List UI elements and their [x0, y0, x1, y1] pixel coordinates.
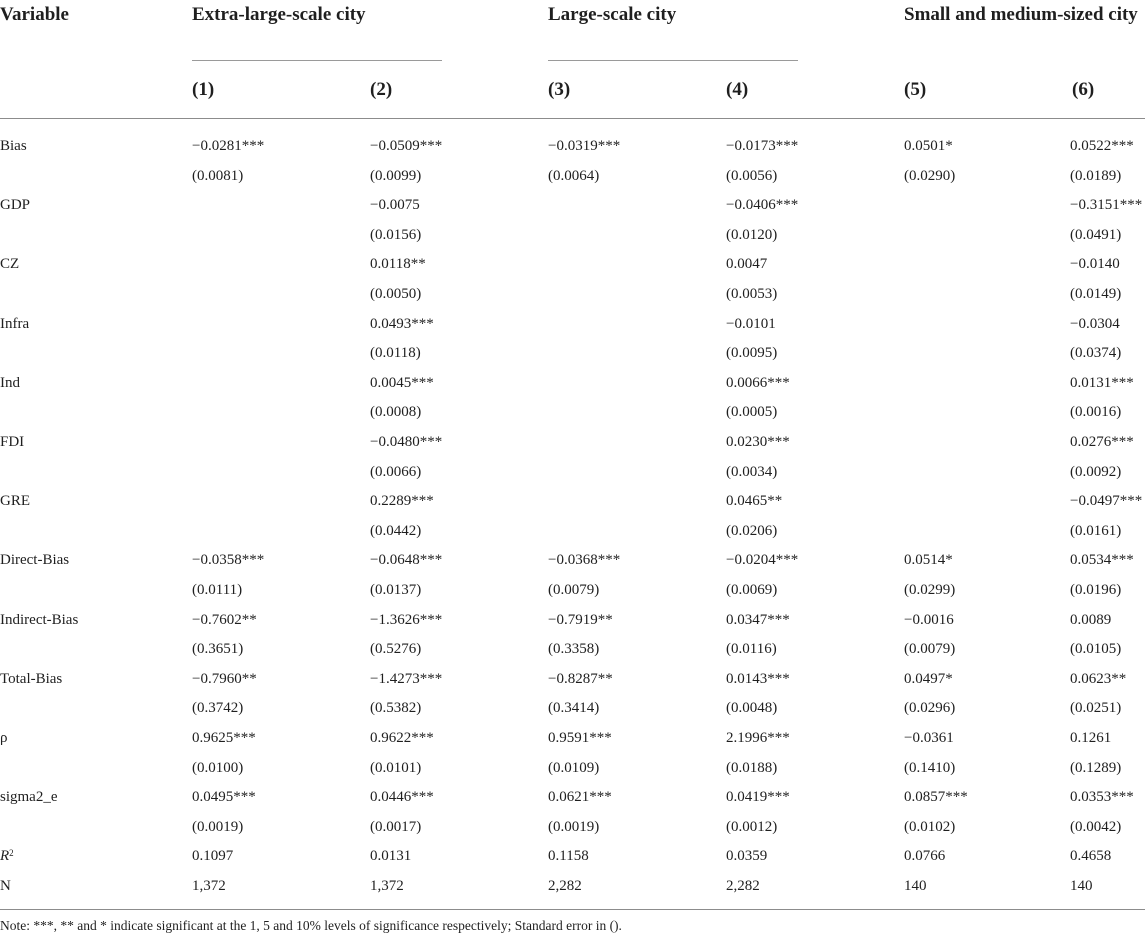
table-cell: 1,372 — [370, 878, 404, 894]
table-cell: (0.3358) — [548, 641, 600, 657]
table-cell: (0.0251) — [1070, 700, 1122, 716]
variable-header: Variable — [0, 4, 69, 25]
table-note: Note: ***, ** and * indicate significant at the 1, 5 and 10% levels of significance respectively; Standard error in (). — [0, 918, 622, 933]
table-cell: 0.0118** — [370, 256, 426, 272]
group-underline — [548, 60, 798, 61]
table-cell: (0.0116) — [726, 641, 777, 657]
table-cell: (0.0137) — [370, 582, 422, 598]
group-underline — [192, 60, 442, 61]
group-header-small-medium: Small and medium-sized city — [904, 4, 1138, 25]
table-cell: (0.0161) — [1070, 523, 1122, 539]
table-cell: −0.0406*** — [726, 197, 799, 213]
table-cell: 0.0495*** — [192, 789, 256, 805]
column-header: (4) — [726, 79, 749, 100]
table-cell: (0.0149) — [1070, 286, 1122, 302]
table-cell: (0.5276) — [370, 641, 422, 657]
row-label: sigma2_e — [0, 789, 58, 805]
table-cell: −0.0304 — [1070, 316, 1120, 332]
table-cell: 0.0514* — [904, 552, 953, 568]
table-cell: (0.0053) — [726, 286, 778, 302]
table-cell: (0.0081) — [192, 168, 244, 184]
table-cell: (0.1289) — [1070, 760, 1122, 776]
table-cell: 0.0465** — [726, 493, 783, 509]
table-cell: 0.1261 — [1070, 730, 1112, 746]
table-cell: (0.0188) — [726, 760, 778, 776]
table-cell: (0.0102) — [904, 819, 956, 835]
table-cell: (0.0095) — [726, 345, 778, 361]
table-cell: 0.0419*** — [726, 789, 790, 805]
table-cell: 0.0131 — [370, 848, 412, 864]
table-cell: (0.0079) — [904, 641, 956, 657]
table-cell: 0.1097 — [192, 848, 234, 864]
table-cell: 0.4658 — [1070, 848, 1112, 864]
table-cell: (0.0019) — [548, 819, 600, 835]
table-cell: −0.7960** — [192, 671, 257, 687]
table-cell: 0.2289*** — [370, 493, 434, 509]
table-cell: (0.0118) — [370, 345, 421, 361]
table-cell: (0.0120) — [726, 227, 778, 243]
table-cell: (0.0048) — [726, 700, 778, 716]
table-cell: 0.0047 — [726, 256, 768, 272]
table-cell: −0.0648*** — [370, 552, 443, 568]
table-cell: 0.0766 — [904, 848, 946, 864]
table-cell: 0.0857*** — [904, 789, 968, 805]
table-cell: −0.0173*** — [726, 138, 799, 154]
column-header: (1) — [192, 79, 215, 100]
table-cell: (0.0008) — [370, 404, 422, 420]
table-cell: (0.3414) — [548, 700, 600, 716]
table-cell: −1.4273*** — [370, 671, 443, 687]
table-cell: −0.8287** — [548, 671, 613, 687]
table-cell: (0.0019) — [192, 819, 244, 835]
row-label: GDP — [0, 197, 31, 213]
table-cell: −0.0361 — [904, 730, 954, 746]
table-cell: −0.0368*** — [548, 552, 621, 568]
table-cell: 0.0143*** — [726, 671, 790, 687]
table-cell: −0.0509*** — [370, 138, 443, 154]
row-label: GRE — [0, 493, 30, 509]
table-cell: (0.0189) — [1070, 168, 1122, 184]
table-cell: 2.1996*** — [726, 730, 790, 746]
table-cell: (0.3742) — [192, 700, 244, 716]
table-cell: −0.3151*** — [1070, 197, 1143, 213]
table-cell: 0.0501* — [904, 138, 953, 154]
table-cell: −0.0101 — [726, 316, 776, 332]
table-cell: (0.5382) — [370, 700, 422, 716]
group-header-large: Large-scale city — [548, 4, 677, 25]
table-cell: (0.0066) — [370, 464, 422, 480]
table-cell: −0.0358*** — [192, 552, 265, 568]
table-cell: 2,282 — [726, 878, 760, 894]
column-header: (5) — [904, 79, 927, 100]
table-cell: (0.0056) — [726, 168, 778, 184]
table-cell: −0.0480*** — [370, 434, 443, 450]
table-cell: (0.0374) — [1070, 345, 1122, 361]
table-cell: 0.0066*** — [726, 375, 790, 391]
table-cell: (0.0050) — [370, 286, 422, 302]
table-cell: 0.0534*** — [1070, 552, 1134, 568]
table-cell: (0.0016) — [1070, 404, 1122, 420]
column-header: (6) — [1072, 79, 1095, 100]
table-cell: 0.0089 — [1070, 612, 1112, 628]
table-cell: (0.0034) — [726, 464, 778, 480]
table-cell: (0.0012) — [726, 819, 778, 835]
table-cell: (0.0109) — [548, 760, 600, 776]
table-cell: 0.9591*** — [548, 730, 612, 746]
table-cell: 140 — [1070, 878, 1093, 894]
table-cell: (0.0064) — [548, 168, 600, 184]
table-cell: 1,372 — [192, 878, 226, 894]
table-cell: (0.0079) — [548, 582, 600, 598]
table-cell: −0.0204*** — [726, 552, 799, 568]
table-cell: (0.0111) — [192, 582, 243, 598]
table-cell: 0.0522*** — [1070, 138, 1134, 154]
table-cell: (0.0156) — [370, 227, 422, 243]
header-rule — [0, 118, 1145, 119]
table-cell: 0.0276*** — [1070, 434, 1134, 450]
row-label: $R^2$ — [0, 848, 14, 864]
table-cell: 0.1158 — [548, 848, 589, 864]
table-cell: 0.0359 — [726, 848, 768, 864]
table-cell: 0.0045*** — [370, 375, 434, 391]
table-cell: (0.0042) — [1070, 819, 1122, 835]
table-cell: (0.0290) — [904, 168, 956, 184]
row-label: Indirect-Bias — [0, 612, 79, 628]
table-cell: 0.0623** — [1070, 671, 1127, 687]
table-cell: −0.0281*** — [192, 138, 265, 154]
row-label: Direct-Bias — [0, 552, 70, 568]
table-cell: (0.0092) — [1070, 464, 1122, 480]
table-cell: (0.0296) — [904, 700, 956, 716]
row-label: ρ — [0, 730, 8, 746]
table-cell: 0.0621*** — [548, 789, 612, 805]
table-cell: (0.0196) — [1070, 582, 1122, 598]
table-cell: −0.0497*** — [1070, 493, 1143, 509]
bottom-rule — [0, 909, 1145, 910]
row-label: FDI — [0, 434, 25, 450]
column-header: (3) — [548, 79, 571, 100]
table-cell: (0.0005) — [726, 404, 778, 420]
row-label: CZ — [0, 256, 20, 272]
table-cell: (0.1410) — [904, 760, 956, 776]
table-cell: (0.0442) — [370, 523, 422, 539]
table-cell: 0.0497* — [904, 671, 953, 687]
table-cell: (0.0100) — [192, 760, 244, 776]
table-cell: (0.0017) — [370, 819, 422, 835]
column-header: (2) — [370, 79, 393, 100]
table-cell: (0.0099) — [370, 168, 422, 184]
table-cell: −1.3626*** — [370, 612, 443, 628]
table-cell: −0.0140 — [1070, 256, 1120, 272]
row-label: Bias — [0, 138, 27, 154]
table-cell: (0.0206) — [726, 523, 778, 539]
table-cell: 0.0493*** — [370, 316, 434, 332]
table-cell: 0.0353*** — [1070, 789, 1134, 805]
table-cell: −0.0319*** — [548, 138, 621, 154]
table-cell: (0.3651) — [192, 641, 244, 657]
table-cell: −0.7602** — [192, 612, 257, 628]
row-label: N — [0, 878, 11, 894]
table-cell: 0.0230*** — [726, 434, 790, 450]
table-cell: −0.7919** — [548, 612, 613, 628]
table-cell: (0.0069) — [726, 582, 778, 598]
table-cell: 0.9622*** — [370, 730, 434, 746]
group-header-extra-large: Extra-large-scale city — [192, 4, 366, 25]
table-cell: 0.0131*** — [1070, 375, 1134, 391]
table-cell: (0.0105) — [1070, 641, 1122, 657]
row-label: Total-Bias — [0, 671, 63, 687]
table-cell: (0.0491) — [1070, 227, 1122, 243]
table-cell: (0.0101) — [370, 760, 422, 776]
table-cell: −0.0075 — [370, 197, 420, 213]
table-cell: 0.0347*** — [726, 612, 790, 628]
table-cell: 0.0446*** — [370, 789, 434, 805]
table-cell: −0.0016 — [904, 612, 954, 628]
row-label: Infra — [0, 316, 30, 332]
table-cell: (0.0299) — [904, 582, 956, 598]
table-cell: 2,282 — [548, 878, 582, 894]
table-cell: 0.9625*** — [192, 730, 256, 746]
row-label: Ind — [0, 375, 20, 391]
table-cell: 140 — [904, 878, 927, 894]
